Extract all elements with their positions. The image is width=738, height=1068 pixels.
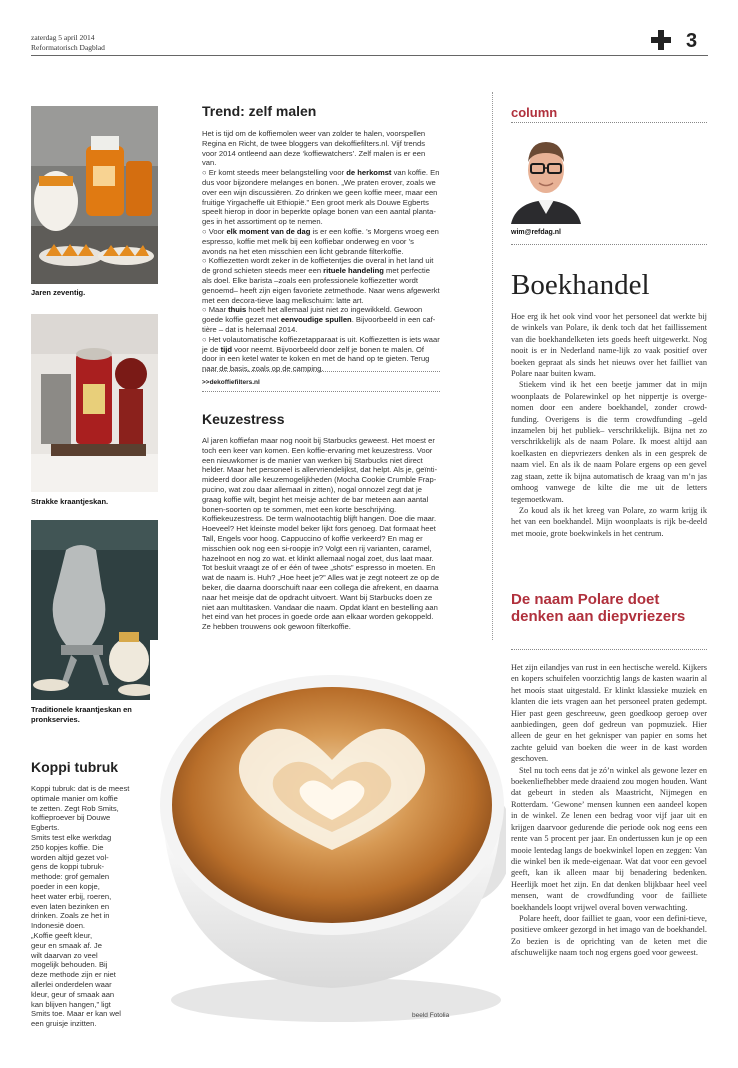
column-body-top (511, 311, 707, 539)
text-run: van koffie. En dus voor bijzondere melanges en bonen. „We praten erover, zoals we over een wijn discussiëren. Zo drinken we geen koffie meer, maar een fruitige Yirgacheffe uit Ethiopië.” Een groot merk als Douwe Egberts speelt hierop in door in beperkte oplage bonen van een aantal planta-ges in het assortiment op te nemen. (202, 168, 440, 227)
trend-intro: Het is tijd om de koffiemolen weer van zolder te halen, voorspellen Regina en Richt, de twee bloggers van dekoffiefilters.nl. Vijf trends voor 2014 ontleend aan deze ‘koffiewatchers’. Zelf malen is er een van. (202, 129, 426, 168)
column-paragraph: Polare heeft, door failliet te gaan, voor een defini-tieve, positieve omkeer gezorgd in het imago van de boekhandel. Zo bezien is de oprichting van de keten met die afschuwelijke naam toch nog ergens goed voor geweest. (511, 913, 707, 958)
column-paragraph: Stel nu toch eens dat je zó’n winkel als gewone lezer en boekenliefhebber mede draaiend zou mogen houden. Want dat gebeurt in steden als Maastricht, Nijmegen en Rotterdam. ‘Gewone’ mensen kunnen een aandeel kopen in de winkel. Ze lenen een bedrag voor vijf jaar uit en krijgen daarvoor gedurende die periode ook nog eens een rente van 5 procent per jaar. En ondertussen kun je op een mooie lentedag langs de boekwinkel lopen en zeggen: Van die winkel ben ik mede-eigenaar. Wat dat voor een gevoel geeft, kan ik alleen maar bij benadering bedenken. Heerlijk moet het zijn. En dat denken blijkbaar heel veel mensen, want de crowdfunding voor de failliete boekhandels loopt vrijwel overal boven verwachting. (511, 765, 707, 912)
column-paragraph: Hoe erg ik het ook vind voor het personeel dat werkte bij de winkels van Polare, ik denk toch dat het faillissement van die boekhandelketen iets goeds heeft uitgewerkt. Nog nooit is er in Nederland name-lijk zo vaak positief over boeken gepraat als sinds het nieuws over het failliet van Polare naar buiten kwam. (511, 312, 707, 379)
trend-body (202, 129, 440, 374)
dotted-divider (511, 122, 707, 123)
text-run: . Bijvoorbeeld in een caf-tière – dat is helemaal 2014. (202, 315, 436, 334)
dotted-divider (511, 649, 707, 650)
dotted-divider (202, 391, 440, 392)
page-header-date-block (31, 33, 105, 53)
column-paragraph: Stiekem vind ik het een beetje jammer dat in mijn woonplaats de Polarewinkel op het nippertje is overge-nomen door een andere boekhandel, zonder crowd-funding. Overigens is die term crowdfunding –geld inzamelen bij het publiek– verschrikkelijk. Bijna net zo verschrikkelijk als de naam Polare. Ik moest altijd aan koelkasten en diepvriezers denken als in een gesprek de naam viel. En als ik de naam Polare ergens op een gevel zag staan, zette ik bijna automatisch de kraag van m’n jas omhoog vanwege de kilte die me uit de letters tegemoetkwam. (511, 380, 707, 504)
text-run: ○ Koffiezetten wordt zeker in de koffietentjes die overal in het land uit de grond schieten steeds meer een (202, 256, 434, 276)
column-label: column (511, 105, 558, 120)
column-headline: Boekhandel (511, 269, 650, 301)
text-run: ○ Er komt steeds meer belangstelling voor (202, 168, 347, 178)
photo-traditional-urn-and-china (31, 520, 158, 700)
keuzestress-heading: Keuzestress (202, 411, 285, 427)
cappuccino-photo (150, 640, 506, 1030)
trend-bullet (202, 168, 440, 227)
column-subheading: De naam Polare doet denken aan diepvriezers (511, 591, 686, 625)
text-bold: thuis (228, 305, 247, 315)
trend-bullet (202, 256, 440, 305)
author-email[interactable]: wim@refdag.nl (511, 229, 561, 236)
author-portrait (511, 128, 581, 224)
text-bold: elk moment van de dag (226, 226, 311, 236)
photo-credit: beeld Fotolia (412, 1012, 450, 1019)
text-bold: rituele handeling (323, 266, 384, 276)
photo-seventies-coffee-set (31, 106, 158, 284)
column-paragraph: Het zijn eilandjes van rust in een hectische wereld. Kijkers en kopers schuifelen voorzichtig langs de kasten waarin al het mooís staat uitgestald. Er klinkt klassieke muziek en klanten die iets vragen aan het personeel praten gedempt. Hier past geen geschreeuw, geen goedkoop geroep over aanbiedingen, geen dof gedreun van popmuziek. Hier alleen de geur en het geknisper van papier en soms het zachte geluid van boeken die weer in de kast worden geschoven. (511, 663, 707, 764)
header-date: zaterdag 5 april 2014 (31, 33, 95, 42)
photo-coffee-urn (31, 314, 158, 492)
text-run: ○ Het volautomatische koffiezetapparaat is uit. Koffiezetten is iets waar je de (202, 334, 440, 354)
header-publication: Reformatorisch Dagblad (31, 43, 105, 52)
column-separator (492, 92, 493, 652)
text-bold: eenvoudige spullen (280, 315, 352, 325)
column-body-bottom (511, 662, 707, 959)
keuzestress-body: Al jaren koffiefan maar nog nooit bij Starbucks geweest. Het moest er toch een keer van komen. Een koffie-ervaring met keuzestress. Voor een nieuwkomer is de manier van werken bij Starbucks niet direct helder. Maar het personeel is allervriendelijkst, dat helpt. Als je, geïnti-mideerd door alle keuzemogelijkheden (Mocha Cookie Crumble Frap-pucino, wat zou daar allemaal in zitten), nogal onnozel zegt dat je graag koffie wilt, begint het meisje achter de bar meteen aan aantal bonen-soorten op te sommen, met een korte beschrijving. Koffiekeuzestress. De term walnootachtig blijft hangen. Doe die maar. Hoeveel? Het kleinste model beker lijkt fors genoeg. Dat formaat heet Tall, Engels voor hoog. Cappuccino of koffie verkeerd? En mag er misschien ook nog een si-roopje in? Volgt een rij varianten, caramel, hazelnoot en nog zo wat. et klinkt allemaal nogal zoet, dus laat maar. Tot besluit vraagt ze of er één of twee „shots” espresso in moeten. En wat de naam is. Huh? „Hoe heet je?” Alles wat je zegt noteert ze op de beker, die daarna doorschuift naar een collega die afrekent, en daarna naar het meisje dat de opdracht uitvoert. Want bij Starbucks doen ze niet aan multitasken. Vandaar die naam. Opdat klant en bestelling aan het eind van het proces in goede orde aan elkaar worden gekoppeld. Ze hebben trouwens ook gewoon filterkoffie. (202, 436, 440, 632)
text-run: ○ Voor (202, 226, 227, 236)
photo-caption: Strakke kraantjeskan. (31, 497, 109, 506)
column-paragraph: Zo koud als ik het kreeg van Polare, zo warm krijg ik het van een boekhandel. Mijn woonplaats is rijk be-deeld met mooie, grote boekwinkels in het centrum. (511, 505, 707, 538)
trend-bullet (202, 305, 440, 334)
photo-caption: Jaren zeventig. (31, 288, 86, 297)
text-run: met perfectie als doel. Elke barista –zoals een professionele koffiezetter wordt genoemd– heeft zijn eigen favoriete zetmethode. Naar wens afgewerkt met een decora-tieve laag melkschuim: latte art. (202, 266, 440, 305)
text-bold: de herkomst (346, 168, 392, 178)
trend-bullet (202, 335, 440, 374)
text-run: hoeft het allemaal juist niet zo ingewikkeld. Gewoon goede koffie gezet met (202, 305, 423, 325)
plus-logo-icon (651, 30, 671, 50)
page-number: 3 (686, 30, 698, 52)
source-link[interactable]: >>dekoffiefilters.nl (202, 379, 260, 386)
header-divider (31, 55, 708, 56)
koppi-tubruk-body: Koppi tubruk: dat is de meest optimale manier om koffie te zetten. Zegt Rob Smits, koffieproever bij Douwe Egberts. Smits test elke werkdag 250 kopjes koffie. Die worden altijd gezet vol- gens de koppi tubruk- methode: grof gemalen poeder in een kopje, heet water erbij, roeren, even laten bezinken en drinken. Zoals ze het in Indonesië doen. „Koffie geeft kleur, geur en smaak af. Je wilt daarvan zo veel mogelijk behouden. Bij deze methode zijn er niet allerlei onderdelen waar kleur, geur of smaak aan kan blijven hangen,” ligt Smits toe. Maar er kan wel een gruisje inzitten. (31, 784, 130, 1029)
trend-bullet (202, 227, 440, 256)
text-run: voor neemt. Bijvoorbeeld door zelf je bonen te malen. Of door in een ketel water te koken en met de hand op te gieten. Terug naar de basis, zoals op de camping. (202, 344, 430, 374)
text-run: ○ Maar (202, 305, 229, 315)
text-bold: tijd (220, 344, 232, 354)
photo-caption: Traditionele kraantjeskan en pronkservies. (31, 705, 132, 724)
dotted-divider (202, 371, 440, 372)
dotted-divider (511, 244, 707, 245)
text-run: is er een koffie. ’s Morgens vroeg een espresso, koffie met melk bij een koffiebar onderweg en voor ’s avonds na het eten misschien een licht gebrande filterkoffie. (202, 226, 439, 256)
koppi-tubruk-heading: Koppi tubruk (31, 759, 119, 775)
trend-heading: Trend: zelf malen (202, 103, 317, 119)
